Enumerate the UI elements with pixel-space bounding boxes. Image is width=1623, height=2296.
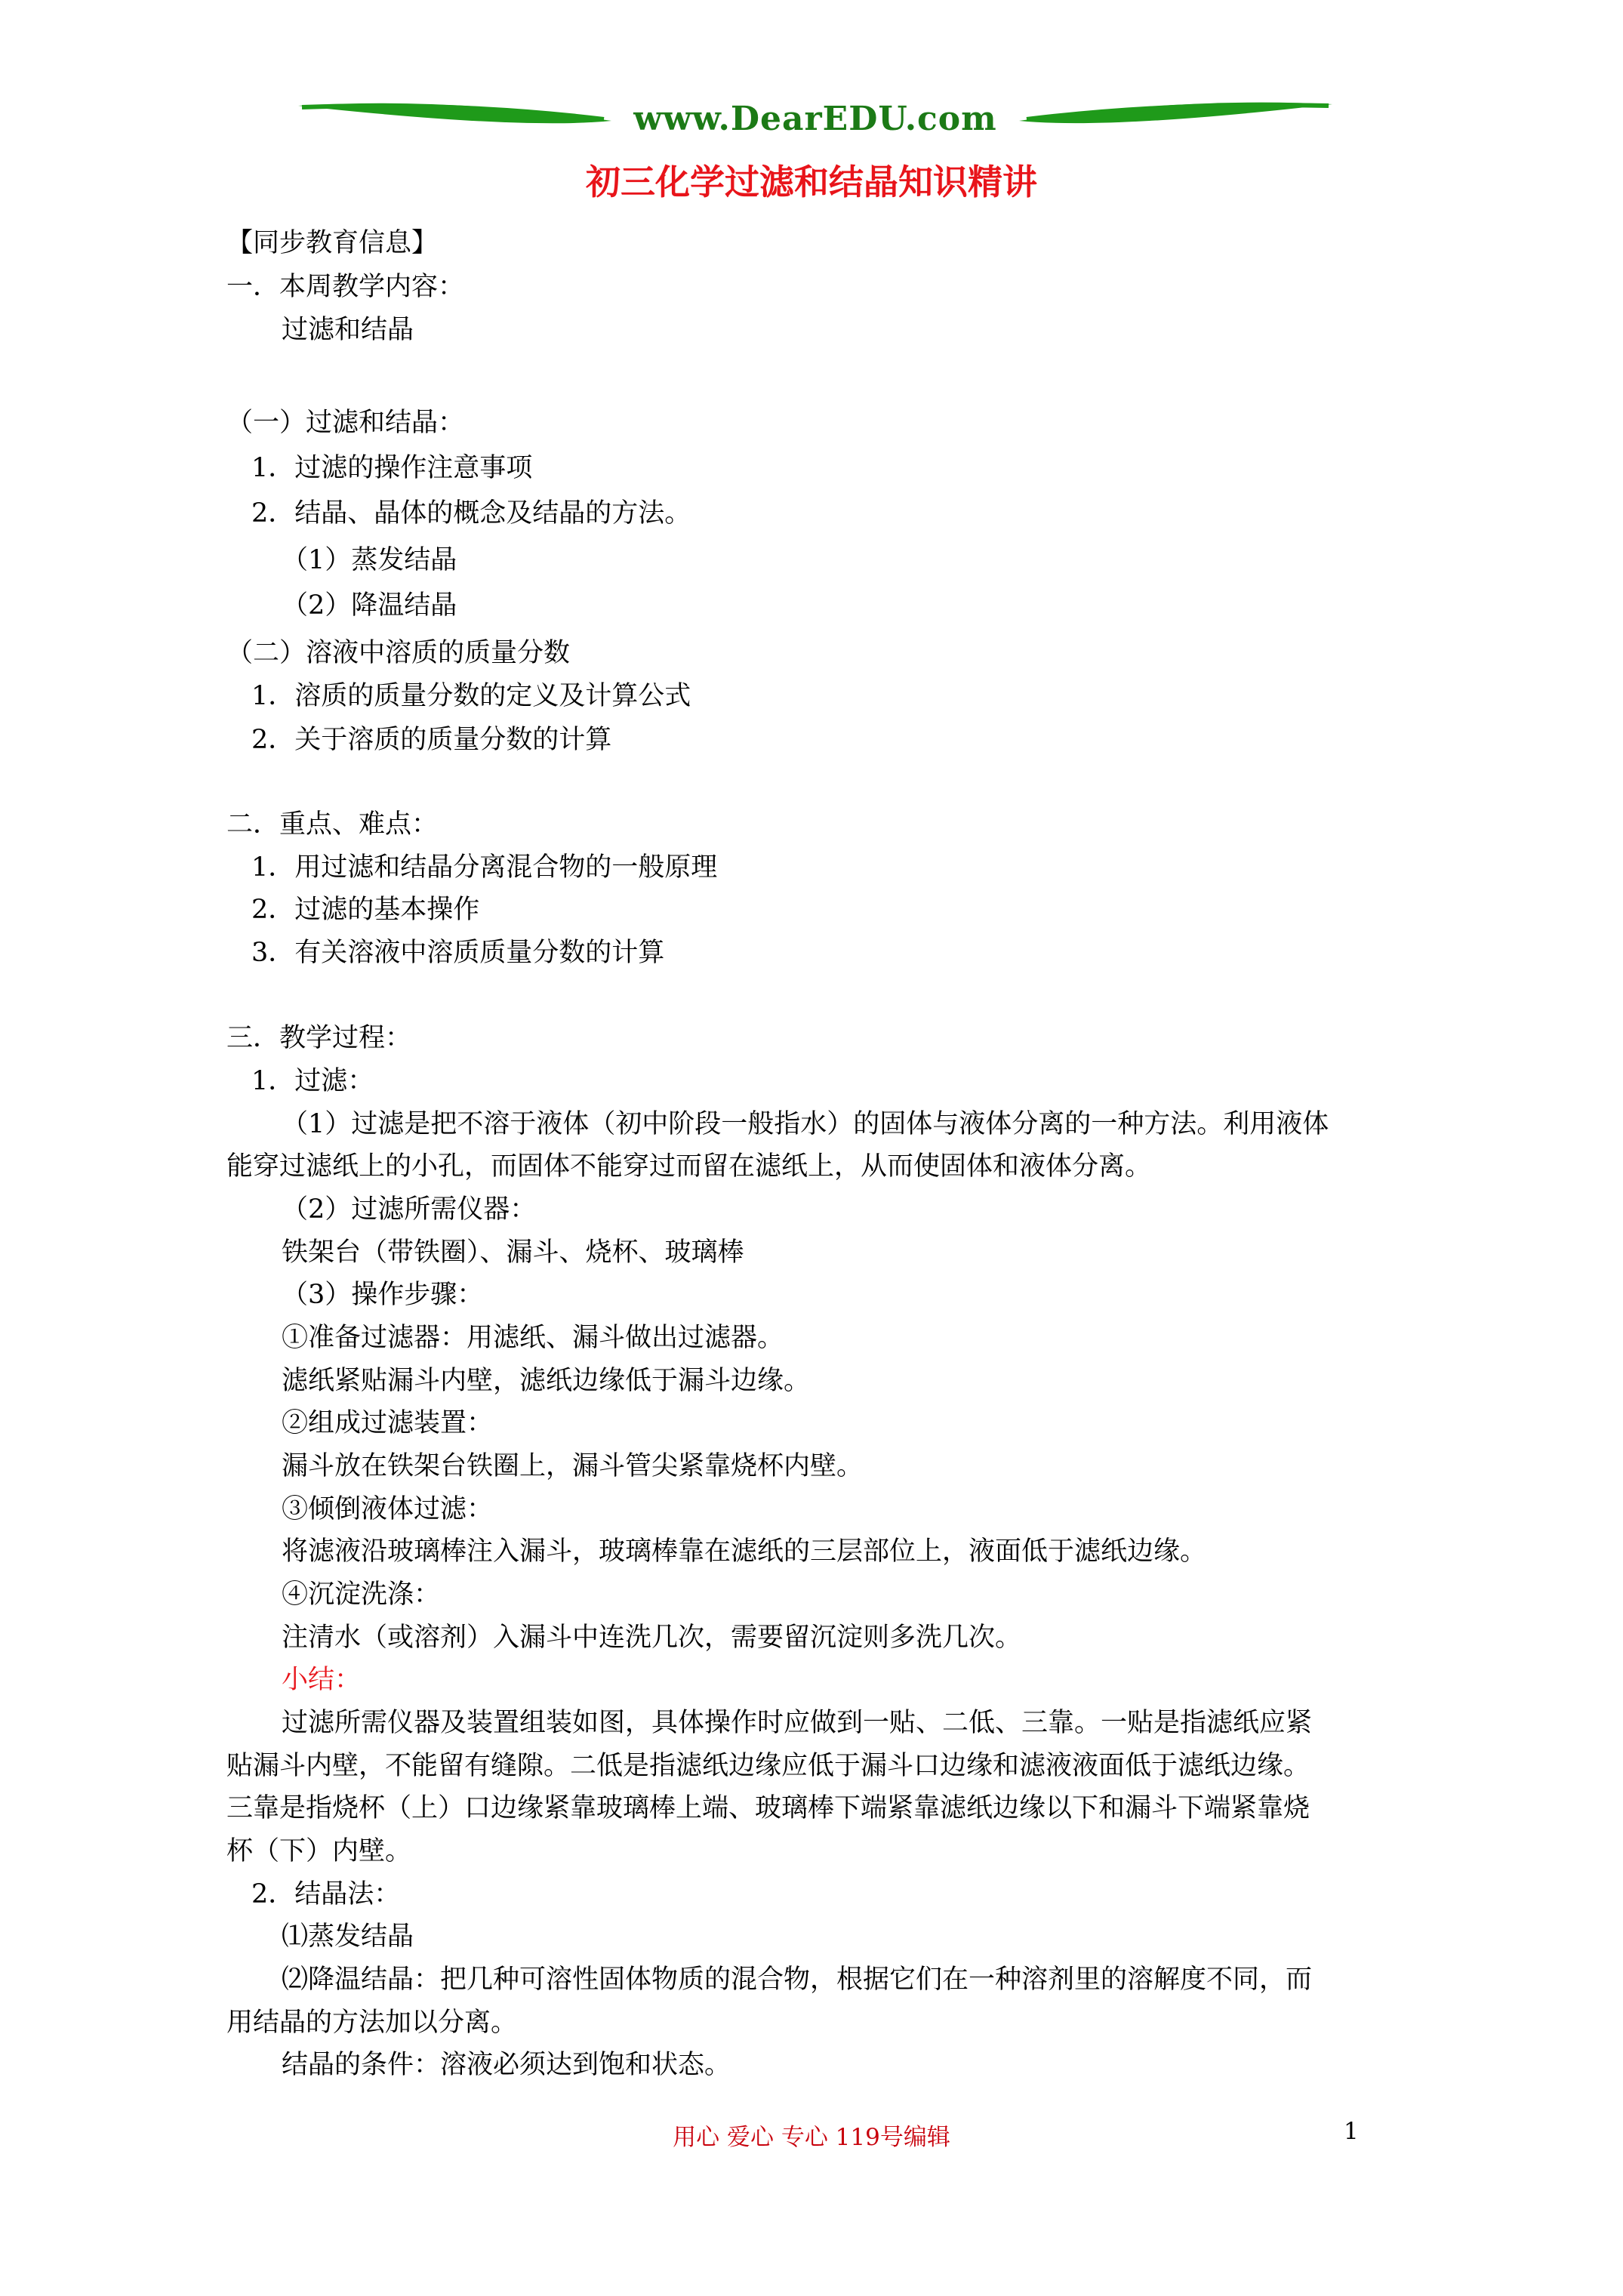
list-item: 2．结晶、晶体的概念及结晶的方法。: [251, 498, 691, 529]
page-title: 初三化学过滤和结晶知识精讲: [586, 162, 1037, 202]
paragraph: 贴漏斗内壁，不能留有缝隙。二低是指滤纸边缘应低于漏斗口边缘和滤液液面低于滤纸边缘。: [226, 1751, 1310, 1781]
paragraph: 铁架台（带铁圈）、漏斗、烧杯、玻璃棒: [282, 1237, 744, 1268]
paragraph: 三靠是指烧杯（上）口边缘紧靠玻璃棒上端、玻璃棒下端紧靠滤纸边缘以下和漏斗下端紧靠烧: [226, 1793, 1310, 1823]
paragraph: 用结晶的方法加以分离。: [226, 2008, 518, 2038]
paragraph: ②组成过滤装置：: [282, 1408, 494, 1438]
site-url: www.DearEDU.com: [633, 100, 997, 138]
paragraph: ①准备过滤器：用滤纸、漏斗做出过滤器。: [282, 1323, 784, 1353]
subheading: （二）溶液中溶质的质量分数: [226, 638, 571, 668]
list-item: 1．过滤的操作注意事项: [251, 453, 533, 483]
paragraph: 杯（下）内壁。: [226, 1836, 412, 1866]
paragraph: ⑴蒸发结晶: [282, 1922, 414, 1952]
list-item: 2．过滤的基本操作: [251, 895, 480, 925]
paragraph: 将滤液沿玻璃棒注入漏斗，玻璃棒靠在滤纸的三层部位上，液面低于滤纸边缘。: [282, 1536, 1207, 1567]
heading-teaching-process: 三．教学过程：: [226, 1023, 412, 1053]
list-item: （2）降温结晶: [282, 590, 457, 621]
paragraph: 滤纸紧贴漏斗内壁，滤纸边缘低于漏斗边缘。: [282, 1366, 811, 1396]
page-number: 1: [1344, 2118, 1359, 2145]
paragraph: 结晶的条件：溶液必须达到饱和状态。: [282, 2050, 731, 2080]
footer-text: 用心 爱心 专心 119号编辑: [673, 2124, 950, 2151]
paragraph: 过滤和结晶: [282, 315, 414, 345]
paragraph: （2）过滤所需仪器：: [282, 1194, 537, 1225]
list-item: （1）蒸发结晶: [282, 545, 457, 575]
list-item: 1．用过滤和结晶分离混合物的一般原理: [251, 852, 718, 883]
section-label: 【同步教育信息】: [226, 228, 439, 258]
subheading: （一）过滤和结晶：: [226, 408, 465, 438]
site-header: [294, 91, 1336, 151]
subheading: 1．过滤：: [251, 1066, 374, 1096]
paragraph: ③倾倒液体过滤：: [282, 1494, 494, 1524]
paragraph: ④沉淀洗涤：: [282, 1579, 441, 1610]
heading-key-points: 二．重点、难点：: [226, 809, 439, 840]
paragraph: 过滤所需仪器及装置组装如图，具体操作时应做到一贴、二低、三靠。一贴是指滤纸应紧: [282, 1708, 1313, 1738]
paragraph: 注清水（或溶剂）入漏斗中连洗几次，需要留沉淀则多洗几次。: [282, 1623, 1022, 1653]
paragraph: 漏斗放在铁架台铁圈上，漏斗管尖紧靠烧杯内壁。: [282, 1451, 864, 1481]
summary-label: 小结：: [282, 1665, 362, 1695]
paragraph: ⑵降温结晶：把几种可溶性固体物质的混合物，根据它们在一种溶剂里的溶解度不同，而: [282, 1965, 1313, 1995]
subheading: 2．结晶法：: [251, 1879, 401, 1909]
paragraph: 能穿过滤纸上的小孔，而固体不能穿过而留在滤纸上，从而使固体和液体分离。: [226, 1151, 1152, 1182]
list-item: 1．溶质的质量分数的定义及计算公式: [251, 681, 691, 711]
list-item: 2．关于溶质的质量分数的计算: [251, 725, 612, 755]
paragraph: （3）操作步骤：: [282, 1280, 484, 1310]
heading-week-content: 一．本周教学内容：: [226, 272, 465, 302]
list-item: 3．有关溶液中溶质质量分数的计算: [251, 938, 665, 968]
paragraph: （1）过滤是把不溶于液体（初中阶段一般指水）的固体与液体分离的一种方法。利用液体: [282, 1109, 1329, 1139]
